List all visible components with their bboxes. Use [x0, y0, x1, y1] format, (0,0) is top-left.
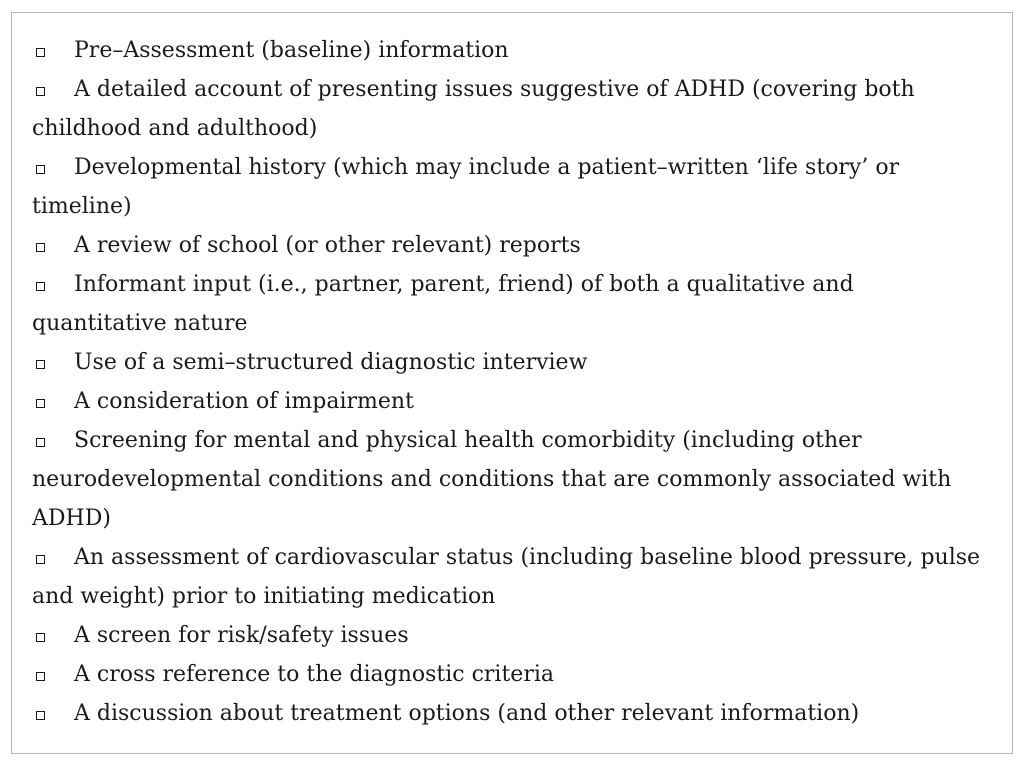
list-item-text: An assessment of cardiovascular status (including baseline blood pressure, pulse and weight) prior to initiating medication — [32, 545, 981, 609]
list-item — [32, 343, 992, 382]
checkbox-bullet-icon — [36, 243, 45, 252]
list-item-text: Pre–Assessment (baseline) information — [74, 38, 509, 63]
list-item — [32, 70, 992, 148]
checkbox-bullet-icon — [36, 555, 45, 564]
list-item — [32, 421, 992, 538]
checkbox-bullet-icon — [36, 633, 45, 642]
checkbox-bullet-icon — [36, 438, 45, 447]
list-item-text: A consideration of impairment — [74, 389, 414, 414]
assessment-checklist — [32, 31, 992, 733]
list-item-text: A cross reference to the diagnostic criteria — [74, 662, 554, 687]
list-item-text: Developmental history (which may include a patient–written ‘life story’ or timeline) — [32, 155, 900, 219]
list-item-text: A review of school (or other relevant) reports — [74, 233, 581, 258]
list-item — [32, 616, 992, 655]
list-item-text: Screening for mental and physical health comorbidity (including other neurodevelopmental conditions and conditions that are commonly associated with ADHD) — [32, 428, 952, 531]
list-item — [32, 265, 992, 343]
list-item — [32, 538, 992, 616]
list-item — [32, 655, 992, 694]
list-item — [32, 148, 992, 226]
list-item-text: A discussion about treatment options (and other relevant information) — [74, 701, 860, 726]
list-item — [32, 694, 992, 733]
checkbox-bullet-icon — [36, 360, 45, 369]
list-item — [32, 226, 992, 265]
checkbox-bullet-icon — [36, 87, 45, 96]
list-item-text: Informant input (i.e., partner, parent, friend) of both a qualitative and quantitative nature — [32, 272, 854, 336]
checkbox-bullet-icon — [36, 165, 45, 174]
list-item-text: A screen for risk/safety issues — [74, 623, 409, 648]
checkbox-bullet-icon — [36, 672, 45, 681]
list-item — [32, 31, 992, 70]
checkbox-bullet-icon — [36, 399, 45, 408]
checkbox-bullet-icon — [36, 282, 45, 291]
checklist-box — [11, 12, 1013, 754]
checkbox-bullet-icon — [36, 711, 45, 720]
list-item-text: Use of a semi–structured diagnostic interview — [74, 350, 588, 375]
list-item — [32, 382, 992, 421]
checkbox-bullet-icon — [36, 48, 45, 57]
list-item-text: A detailed account of presenting issues suggestive of ADHD (covering both childhood and adulthood) — [32, 77, 915, 141]
